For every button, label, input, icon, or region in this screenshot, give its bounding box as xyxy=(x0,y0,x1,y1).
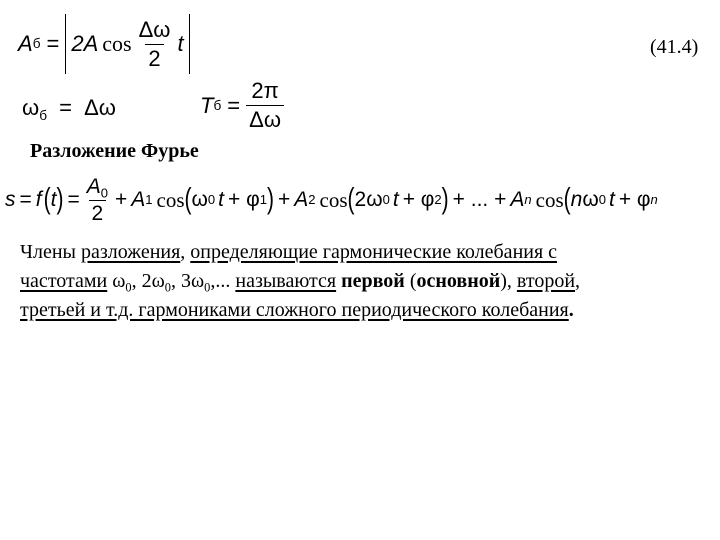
word-vtoroy: второй xyxy=(516,270,576,292)
close-paren-comma: ), xyxy=(500,270,512,292)
eq3-fraction xyxy=(246,78,284,133)
eq1-abs-left-bar xyxy=(65,14,66,74)
paragraph-line-2 xyxy=(20,267,710,296)
freq-2: , 2ω xyxy=(131,270,165,292)
fourier-plus-phi2: + φ xyxy=(402,188,435,211)
equation-fourier-series: s = f ( t ) = $\frac{A_0}{2}$ + A 1 cos ( ω 0 t + φ 1 ) + A 2 cos ( 2ω 0 t + φ 2 ) + ... + A n cos ( n ω 0 t + φ n xyxy=(5,174,658,225)
eq2-lhs: ω xyxy=(22,95,40,120)
fourier-dots: + ... + xyxy=(452,188,507,211)
final-period: . xyxy=(568,299,574,321)
fourier-coef2: 2ω xyxy=(354,188,383,211)
freq-1-sub: 0 xyxy=(125,280,132,295)
open-paren: ( xyxy=(409,270,417,292)
fourier-f: f xyxy=(35,188,42,211)
eq1-abs-right-bar xyxy=(189,14,190,74)
word-razlozheniya: разложения xyxy=(81,241,181,263)
word-chastotami: частотами xyxy=(20,270,108,292)
eq2-equals: = xyxy=(59,95,72,120)
fourier-a0-den: 2 xyxy=(89,200,107,226)
fourier-a0-fraction xyxy=(84,175,111,226)
fourier-cos1-lparen: ( xyxy=(184,183,192,216)
freq-3: , 3ω xyxy=(171,270,205,292)
eq1-frac-num: Δω xyxy=(138,16,171,42)
fourier-cos2-rparen: ) xyxy=(441,183,449,216)
eq1-equals: = xyxy=(46,31,60,56)
eq1-cos: cos xyxy=(102,31,132,56)
fourier-n: n xyxy=(570,188,583,211)
eq1-var: t xyxy=(177,31,184,56)
word-pervoy: первой xyxy=(341,270,405,292)
fourier-cosn: cos xyxy=(535,187,564,212)
freq-3-sub: 0 xyxy=(204,280,211,295)
word-chleny: Члены xyxy=(20,241,76,263)
fourier-om1: ω xyxy=(191,188,208,211)
equation-amplitude: A б = 2A cos $\frac{\Delta\omega}{2}$ t xyxy=(18,14,190,74)
fourier-An: A xyxy=(510,188,525,211)
equation-beat-period: T б = $\frac{2\pi}{\Delta\omega}$ xyxy=(200,78,284,133)
word-osnovnoy: основной xyxy=(416,270,501,292)
fourier-t: t xyxy=(50,188,57,211)
eq3-lhs: T xyxy=(200,92,214,118)
eq2-rhs: Δω xyxy=(84,95,116,120)
fourier-cos1-rparen: ) xyxy=(266,183,274,216)
eq3-equals: = xyxy=(227,92,241,118)
eq1-coef: 2A xyxy=(71,31,99,56)
fourier-plus-phin: + φ xyxy=(618,188,651,211)
fourier-eq1: = xyxy=(19,188,32,211)
fourier-t2: t xyxy=(392,188,399,211)
fourier-eq2: = xyxy=(67,188,80,211)
fourier-A1: A xyxy=(131,188,146,211)
paragraph-line-1 xyxy=(20,238,710,267)
fourier-t1: t xyxy=(218,188,225,211)
phrase-tretyey: третьей и т.д. гармониками сложного периодического колебания xyxy=(20,299,569,321)
word-nazyvayutsya: называются xyxy=(235,270,337,292)
eq1-fraction xyxy=(136,17,174,72)
paragraph-line-3 xyxy=(20,296,710,325)
fourier-rparen: ) xyxy=(56,183,64,216)
comma-1: , xyxy=(180,241,186,263)
fourier-plus1: + xyxy=(114,188,128,211)
fourier-a0-num xyxy=(84,175,111,200)
eq3-frac-den: Δω xyxy=(246,105,284,133)
eq2-lhs-sub: б xyxy=(39,107,47,123)
fourier-tn: t xyxy=(608,188,615,211)
fourier-cosn-lparen: ( xyxy=(563,183,571,216)
freq-dots: ,... xyxy=(210,270,231,292)
phrase-opredelyayushchie: определяющие гармонические колебания с xyxy=(190,241,558,263)
fourier-plus2: + xyxy=(277,188,291,211)
fourier-plus-phi1: + φ xyxy=(228,188,260,211)
fourier-cos2-lparen: ( xyxy=(347,183,355,216)
fourier-lparen: ( xyxy=(43,183,51,216)
fourier-cos2: cos xyxy=(319,187,348,212)
eq1-lhs: A xyxy=(18,31,33,56)
fourier-omn: ω xyxy=(582,188,599,211)
fourier-a0-sub: 0 xyxy=(100,185,108,201)
equation-beat-frequency xyxy=(22,95,116,121)
section-heading: Разложение Фурье xyxy=(30,140,199,162)
eq1-frac-den: 2 xyxy=(145,44,163,72)
fourier-a0-letter: A xyxy=(86,174,101,198)
fourier-A2: A xyxy=(294,188,309,211)
eq3-frac-num: 2π xyxy=(251,78,279,103)
fourier-cos1: cos xyxy=(156,187,185,212)
explanation-paragraph xyxy=(20,238,710,325)
fourier-s: s xyxy=(5,188,16,211)
comma-2: , xyxy=(575,270,581,292)
freq-1: ω xyxy=(112,270,126,292)
freq-2-sub: 0 xyxy=(164,280,171,295)
equation-number: (41.4) xyxy=(650,36,699,58)
